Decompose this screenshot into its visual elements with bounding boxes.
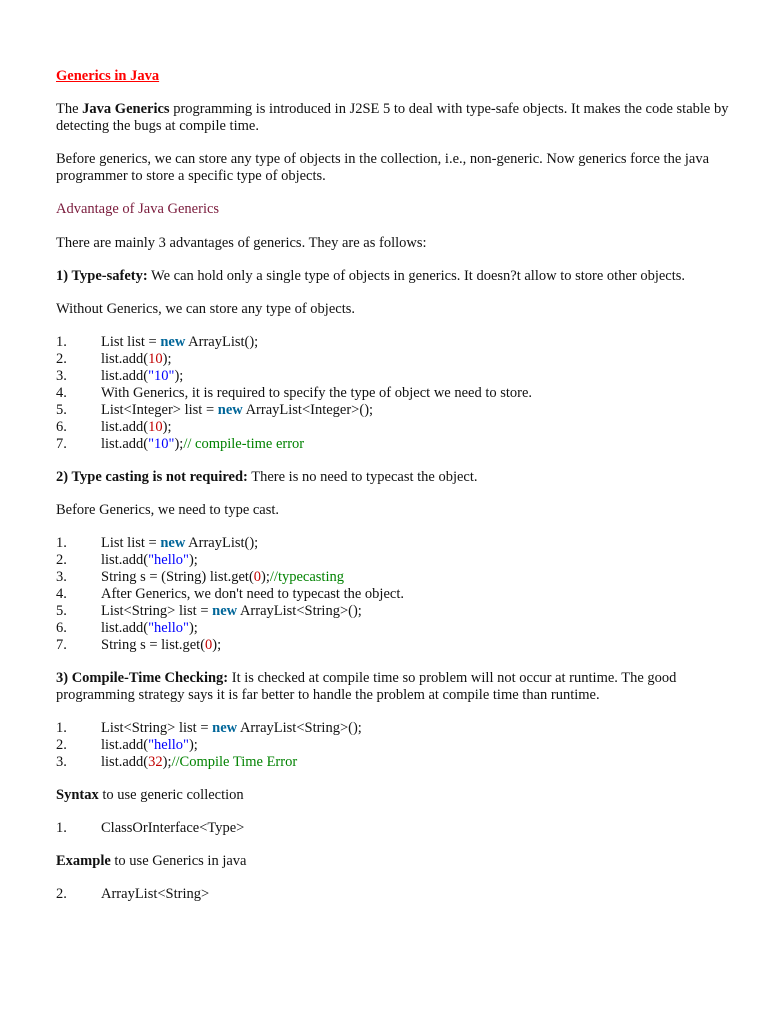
code-listing-3 [56,720,736,771]
code-text: ClassOrInterface<Type> [101,820,245,836]
code-string: "hello" [148,552,189,568]
code-text: List<String> list = [101,720,213,736]
code-line [56,569,736,586]
code-text: list.add( [101,620,149,636]
section-text: There is no need to typecast the object. [247,469,478,485]
code-text: list.add( [101,368,149,384]
code-string: "hello" [148,620,189,636]
code-keyword: new [212,603,238,619]
code-line [56,436,736,453]
code-line [56,886,736,903]
code-line [56,754,736,771]
code-line [56,334,736,351]
code-line [56,820,736,837]
code-comment: //Compile Time Error [171,754,298,770]
line-number: 2. [56,552,67,568]
code-line [56,620,736,637]
section-label: 2) Type casting is not required: [56,469,248,485]
line-number: 6. [56,419,67,435]
syntax-label: Syntax [56,787,99,803]
line-number: 6. [56,620,67,636]
section-text: It is checked at compile time so problem will not occur at runtime. The good programming strategy says it is far better to handle the problem at compile time than runtime. [56,670,677,703]
code-text: ArrayList(); [185,535,259,551]
code-line [56,402,736,419]
code-number: 10 [148,419,163,435]
line-number: 2. [56,886,67,902]
code-text: ArrayList<String>(); [237,720,362,736]
line-number: 3. [56,569,67,585]
code-number: 0 [205,637,213,653]
section-label: 1) Type-safety: [56,268,148,284]
section-text: We can hold only a single type of objects in generics. It doesn?t allow to store other objects. [147,268,686,284]
code-keyword: new [160,535,186,551]
code-line [56,535,736,552]
code-text: List<Integer> list = [101,402,218,418]
code-text: ); [212,637,222,653]
code-line [56,552,736,569]
line-number: 1. [56,334,67,350]
code-text: ArrayList<String>(); [237,603,362,619]
code-text: ); [162,419,172,435]
code-text: list.add( [101,754,149,770]
code-number: 0 [253,569,262,585]
code-text: ); [188,552,198,568]
section-compile-time-checking [56,670,736,704]
code-text: list.add( [101,351,149,367]
code-comment: //typecasting [269,569,344,585]
syntax-code-listing [56,820,736,837]
code-text: list.add( [101,419,149,435]
advantages-intro: There are mainly 3 advantages of generics. They are as follows: [56,235,427,251]
code-line [56,637,736,654]
code-text: List list = [101,535,161,551]
code-line [56,419,736,436]
code-string: "10" [148,368,175,384]
code-line [56,586,736,603]
line-number: 1. [56,535,67,551]
code-text: ); [174,368,184,384]
code-string: "hello" [148,737,189,753]
intro-paragraph-2: Before generics, we can store any type of objects in the collection, i.e., non-generic. Now generics force the java programmer to store a specific type of objects. [56,151,710,184]
code-text: ); [261,569,270,585]
code-keyword: new [160,334,186,350]
line-number: 2. [56,351,67,367]
code-comment: // compile-time error [183,436,305,452]
code-listing-1 [56,334,736,453]
syntax-text: to use generic collection [98,787,244,803]
advantage-heading: Advantage of Java Generics [56,201,220,217]
document-page [56,68,736,919]
intro-text: programming is introduced in J2SE 5 to deal with type-safe objects. It makes the code stable by detecting the bugs at compile time. [56,101,729,134]
line-number: 7. [56,637,67,653]
code-number: 10 [148,351,163,367]
code-line [56,720,736,737]
code-text: ); [162,754,172,770]
code-text: List list = [101,334,161,350]
intro-bold-term: Java Generics [82,101,170,117]
section-label: 3) Compile-Time Checking: [56,670,229,686]
code-line [56,385,736,402]
code-text: After Generics, we don't need to typecast the object. [101,586,404,602]
line-number: 4. [56,586,67,602]
line-number: 2. [56,737,67,753]
example-paragraph [56,853,736,870]
code-text: String s = (String) list.get( [101,569,254,585]
code-listing-2 [56,535,736,654]
section-note: Before Generics, we need to type cast. [56,502,280,518]
document-title: Generics in Java [56,68,160,84]
intro-paragraph-1 [56,101,736,135]
code-text: ); [162,351,172,367]
line-number: 7. [56,436,67,452]
code-number: 32 [148,754,163,770]
example-code-listing [56,886,736,903]
code-line [56,368,736,385]
line-number: 5. [56,603,67,619]
code-string: "10" [148,436,175,452]
code-text: list.add( [101,436,149,452]
line-number: 1. [56,720,67,736]
code-text: String s = list.get( [101,637,206,653]
code-keyword: new [212,720,238,736]
code-text: list.add( [101,737,149,753]
intro-text: The [56,101,83,117]
code-line [56,737,736,754]
line-number: 1. [56,820,67,836]
code-text: ); [188,620,198,636]
code-text: ArrayList<Integer>(); [242,402,374,418]
line-number: 5. [56,402,67,418]
line-number: 3. [56,368,67,384]
code-text: ArrayList<String> [101,886,210,902]
line-number: 4. [56,385,67,401]
section-note: Without Generics, we can store any type of objects. [56,301,355,317]
section-type-safety [56,268,736,285]
code-text: ArrayList(); [185,334,259,350]
syntax-paragraph [56,787,736,804]
code-text: list.add( [101,552,149,568]
code-keyword: new [217,402,243,418]
code-line [56,351,736,368]
example-text: to use Generics in java [110,853,247,869]
code-text: With Generics, it is required to specify the type of object we need to store. [101,385,533,401]
example-label: Example [56,853,111,869]
code-line [56,603,736,620]
code-text: ); [174,436,184,452]
section-type-casting [56,469,736,486]
line-number: 3. [56,754,67,770]
code-text: ); [188,737,198,753]
code-text: List<String> list = [101,603,213,619]
